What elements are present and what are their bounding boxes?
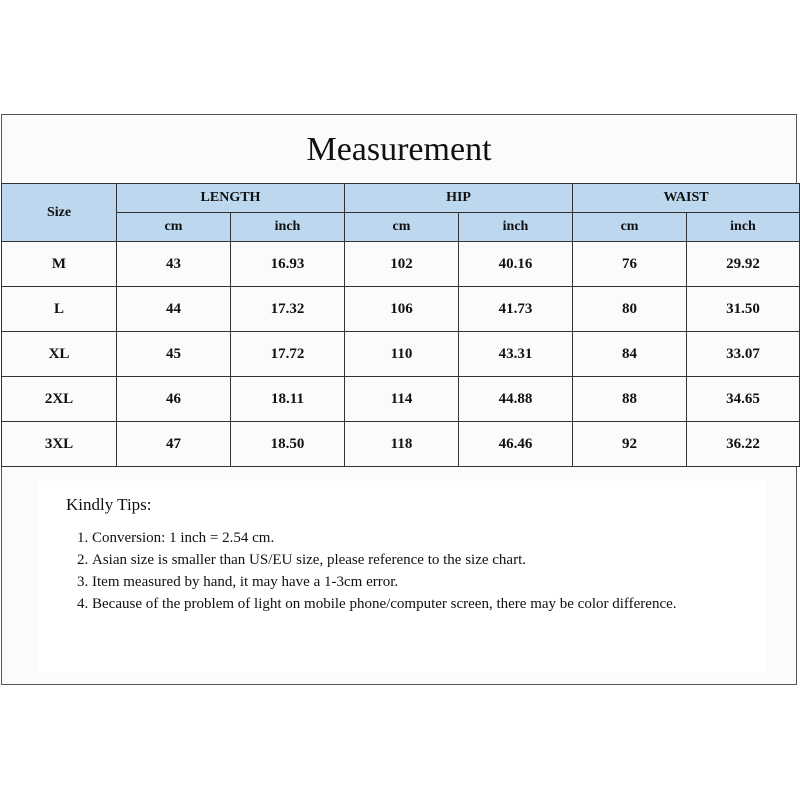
table-row bbox=[2, 332, 800, 377]
table-cell: 76 bbox=[573, 242, 687, 287]
table-cell: 41.73 bbox=[459, 287, 573, 332]
table-cell: 88 bbox=[573, 377, 687, 422]
table-row bbox=[2, 377, 800, 422]
table-cell: 114 bbox=[345, 377, 459, 422]
table-cell: 45 bbox=[117, 332, 231, 377]
table-cell: 18.11 bbox=[231, 377, 345, 422]
unit-header: cm bbox=[117, 213, 231, 242]
header-row-units bbox=[2, 213, 800, 242]
header-row-groups bbox=[2, 184, 800, 213]
table-cell: 36.22 bbox=[687, 422, 800, 467]
table-row bbox=[2, 242, 800, 287]
table-cell: 31.50 bbox=[687, 287, 800, 332]
table-cell: 43.31 bbox=[459, 332, 573, 377]
tips-heading: Kindly Tips: bbox=[66, 495, 152, 514]
table-row bbox=[2, 287, 800, 332]
table-cell: 110 bbox=[345, 332, 459, 377]
unit-header: inch bbox=[687, 213, 800, 242]
table-cell: 43 bbox=[117, 242, 231, 287]
chart-title: Measurement bbox=[306, 130, 492, 168]
table-cell: 34.65 bbox=[687, 377, 800, 422]
unit-header: inch bbox=[459, 213, 573, 242]
table-cell: 102 bbox=[345, 242, 459, 287]
table-cell: 80 bbox=[573, 287, 687, 332]
table-cell: 18.50 bbox=[231, 422, 345, 467]
tip-item: 3. Item measured by hand, it may have a 1-3cm error. bbox=[92, 571, 702, 593]
tips-panel bbox=[38, 481, 766, 673]
size-cell: L bbox=[2, 287, 117, 332]
size-chart bbox=[1, 114, 797, 685]
length-header: LENGTH bbox=[117, 184, 345, 213]
size-cell: XL bbox=[2, 332, 117, 377]
table-cell: 29.92 bbox=[687, 242, 800, 287]
tip-item: 4. Because of the problem of light on mobile phone/computer screen, there may be color difference. bbox=[92, 593, 702, 615]
table-cell: 44 bbox=[117, 287, 231, 332]
unit-header: inch bbox=[231, 213, 345, 242]
hip-header: HIP bbox=[345, 184, 573, 213]
waist-header: WAIST bbox=[573, 184, 800, 213]
size-table bbox=[1, 183, 800, 467]
size-cell: 3XL bbox=[2, 422, 117, 467]
unit-header: cm bbox=[345, 213, 459, 242]
table-cell: 17.72 bbox=[231, 332, 345, 377]
table-row bbox=[2, 422, 800, 467]
table-cell: 33.07 bbox=[687, 332, 800, 377]
table-cell: 46.46 bbox=[459, 422, 573, 467]
table-cell: 118 bbox=[345, 422, 459, 467]
table-cell: 47 bbox=[117, 422, 231, 467]
tip-item: 2. Asian size is smaller than US/EU size, please reference to the size chart. bbox=[92, 549, 702, 571]
size-header: Size bbox=[2, 184, 117, 242]
table-cell: 40.16 bbox=[459, 242, 573, 287]
size-cell: M bbox=[2, 242, 117, 287]
unit-header: cm bbox=[573, 213, 687, 242]
table-cell: 17.32 bbox=[231, 287, 345, 332]
table-cell: 92 bbox=[573, 422, 687, 467]
tips-list bbox=[66, 527, 702, 615]
table-cell: 44.88 bbox=[459, 377, 573, 422]
size-cell: 2XL bbox=[2, 377, 117, 422]
tip-item: 1. Conversion: 1 inch = 2.54 cm. bbox=[92, 527, 702, 549]
table-cell: 16.93 bbox=[231, 242, 345, 287]
table-cell: 84 bbox=[573, 332, 687, 377]
table-cell: 106 bbox=[345, 287, 459, 332]
table-cell: 46 bbox=[117, 377, 231, 422]
